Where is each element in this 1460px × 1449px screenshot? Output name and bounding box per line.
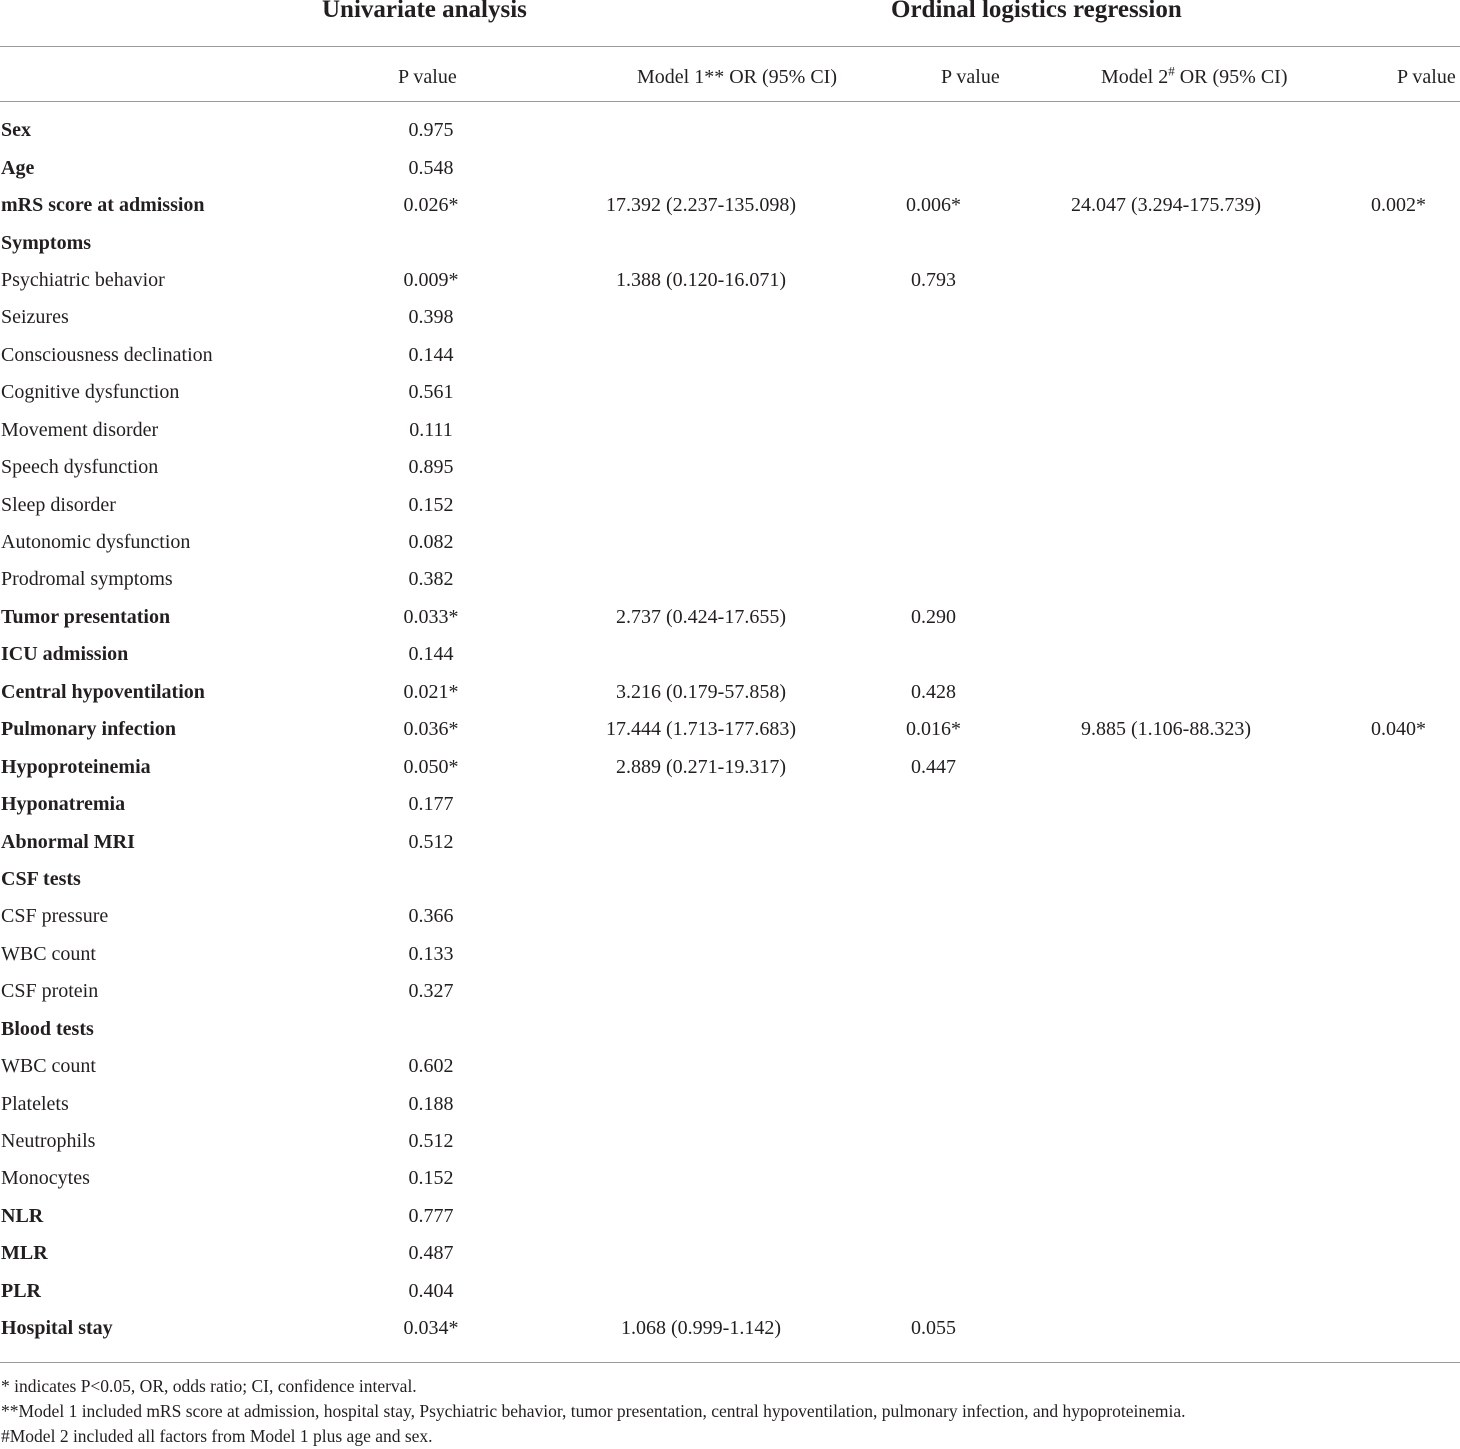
colhead-p-univariate: P value (398, 66, 457, 88)
cell-model1-p (871, 262, 996, 299)
cell-model1-or (531, 149, 871, 186)
cell-p-univariate-value: 0.188 (408, 1092, 454, 1115)
cell-model1-p (871, 1085, 996, 1122)
colhead-model2-p: P value (1397, 66, 1456, 88)
cell-p-univariate (331, 449, 531, 486)
cell-p-univariate (331, 561, 531, 598)
cell-p-univariate (331, 112, 531, 149)
colhead-model1-p: P value (941, 66, 1000, 88)
cell-model1-p (871, 1011, 996, 1048)
cell-model2-p (1336, 786, 1460, 823)
cell-model2-or (996, 187, 1336, 224)
cell-model2-or (996, 112, 1336, 149)
cell-model1-or (531, 823, 871, 860)
table-row (0, 187, 1460, 224)
cell-p-univariate-value: 0.144 (408, 643, 454, 666)
cell-model2-p (1336, 486, 1460, 523)
row-label: Prodromal symptoms (1, 568, 173, 591)
table-row (0, 636, 1460, 673)
cell-model1-p (871, 1123, 996, 1160)
cell-model1-p (871, 674, 996, 711)
cell-model1-p (871, 187, 996, 224)
row-label: CSF protein (1, 980, 99, 1003)
table-row (0, 486, 1460, 523)
cell-model2-or (996, 449, 1336, 486)
cell-model2-or (996, 711, 1336, 748)
cell-model2-p (1336, 299, 1460, 336)
colhead-model1-or: Model 1** OR (95% CI) (637, 66, 837, 88)
cell-p-univariate (331, 636, 531, 673)
row-label: Autonomic dysfunction (1, 531, 191, 554)
cell-model1-p (871, 748, 996, 785)
cell-p-univariate-value: 0.036* (403, 718, 459, 741)
cell-model2-p (1336, 112, 1460, 149)
row-label: Symptoms (1, 231, 92, 254)
cell-p-univariate-value: 0.548 (408, 156, 454, 179)
cell-model2-or (996, 973, 1336, 1010)
cell-model1-or (531, 674, 871, 711)
cell-model1-or-value: 17.392 (2.237-135.098) (606, 194, 796, 217)
cell-model2-or (996, 786, 1336, 823)
cell-model1-or (531, 374, 871, 411)
footnote-significance: * indicates P<0.05, OR, odds ratio; CI, confidence interval. (1, 1376, 417, 1396)
cell-model2-or-value: 9.885 (1.106-88.323) (1081, 718, 1251, 741)
footnote-model2: #Model 2 included all factors from Model 1 plus age and sex. (1, 1426, 433, 1446)
cell-model2-or (996, 636, 1336, 673)
cell-model2-or (996, 898, 1336, 935)
group-header-univariate: Univariate analysis (322, 0, 527, 23)
cell-p-univariate-value: 0.050* (403, 755, 459, 778)
cell-model1-p (871, 636, 996, 673)
cell-model2-or (996, 1273, 1336, 1310)
cell-model1-p (871, 561, 996, 598)
cell-model1-or (531, 1235, 871, 1272)
row-label: Movement disorder (1, 418, 159, 441)
cell-p-univariate (331, 1273, 531, 1310)
cell-model2-p (1336, 1235, 1460, 1272)
cell-model1-or-value: 1.388 (0.120-16.071) (616, 268, 786, 291)
table-row (0, 861, 1460, 898)
cell-model2-p (1336, 823, 1460, 860)
cell-model1-or (531, 299, 871, 336)
cell-model2-or (996, 1048, 1336, 1085)
cell-model1-or (531, 973, 871, 1010)
cell-model2-or (996, 524, 1336, 561)
cell-model2-p (1336, 1160, 1460, 1197)
cell-p-univariate (331, 1310, 531, 1347)
table-row (0, 1048, 1460, 1085)
cell-model2-or (996, 1123, 1336, 1160)
row-label: ICU admission (1, 643, 129, 666)
table-row (0, 337, 1460, 374)
cell-model1-or (531, 486, 871, 523)
cell-p-univariate (331, 1160, 531, 1197)
cell-p-univariate (331, 898, 531, 935)
cell-model1-p (871, 711, 996, 748)
cell-model1-p (871, 936, 996, 973)
table-row (0, 973, 1460, 1010)
cell-model1-or (531, 1198, 871, 1235)
cell-model2-p (1336, 1198, 1460, 1235)
cell-p-univariate (331, 711, 531, 748)
cell-model2-or (996, 149, 1336, 186)
cell-p-univariate-value: 0.895 (408, 456, 454, 479)
cell-model1-p (871, 112, 996, 149)
cell-model2-or (996, 1310, 1336, 1347)
row-label: Age (1, 156, 35, 179)
cell-model2-p (1336, 1273, 1460, 1310)
row-label: mRS score at admission (1, 194, 205, 217)
cell-model1-p (871, 374, 996, 411)
row-label: Sex (1, 119, 31, 142)
cell-model2-or (996, 1160, 1336, 1197)
cell-p-univariate-value: 0.512 (408, 830, 454, 853)
row-label: NLR (1, 1204, 44, 1227)
cell-p-univariate (331, 412, 531, 449)
table-row (0, 1273, 1460, 1310)
table-row (0, 748, 1460, 785)
row-label: Blood tests (1, 1017, 94, 1040)
cell-model2-p (1336, 187, 1460, 224)
table-row (0, 898, 1460, 935)
cell-model1-or (531, 1160, 871, 1197)
cell-p-univariate-value: 0.777 (408, 1204, 454, 1227)
cell-model1-p (871, 449, 996, 486)
cell-model1-p (871, 823, 996, 860)
cell-model1-p (871, 1198, 996, 1235)
cell-model1-or (531, 1011, 871, 1048)
cell-p-univariate-value: 0.009* (403, 268, 459, 291)
cell-p-univariate (331, 486, 531, 523)
cell-model2-or-value: 24.047 (3.294-175.739) (1071, 194, 1261, 217)
cell-p-univariate-value: 0.975 (408, 119, 454, 142)
cell-model2-or (996, 299, 1336, 336)
cell-model2-p-value: 0.040* (1371, 718, 1426, 741)
cell-model2-or (996, 337, 1336, 374)
row-label: Central hypoventilation (1, 680, 205, 703)
cell-model1-p-value: 0.006* (906, 194, 961, 217)
row-label: Speech dysfunction (1, 456, 159, 479)
cell-p-univariate-value: 0.398 (408, 306, 454, 329)
cell-model1-p-value: 0.016* (906, 718, 961, 741)
cell-model1-p (871, 1048, 996, 1085)
cell-model1-p (871, 149, 996, 186)
row-label: CSF pressure (1, 905, 109, 928)
table-row (0, 823, 1460, 860)
cell-model1-or (531, 561, 871, 598)
cell-p-univariate (331, 187, 531, 224)
cell-model2-or (996, 561, 1336, 598)
cell-p-univariate-value: 0.602 (408, 1055, 454, 1078)
cell-model1-or (531, 786, 871, 823)
cell-p-univariate (331, 973, 531, 1010)
cell-p-univariate (331, 149, 531, 186)
footnotes (1, 1374, 1186, 1449)
cell-p-univariate-value: 0.152 (408, 493, 454, 516)
row-label: Psychiatric behavior (1, 268, 165, 291)
cell-model2-p (1336, 224, 1460, 261)
cell-model1-or-value: 3.216 (0.179-57.858) (616, 680, 786, 703)
table-row (0, 449, 1460, 486)
cell-model1-p-value: 0.055 (911, 1317, 956, 1340)
rule-header (0, 101, 1460, 102)
cell-p-univariate (331, 674, 531, 711)
table-row (0, 1198, 1460, 1235)
cell-model1-or-value: 2.889 (0.271-19.317) (616, 755, 786, 778)
cell-model2-or (996, 823, 1336, 860)
cell-model1-or-value: 2.737 (0.424-17.655) (616, 605, 786, 628)
cell-model2-or (996, 599, 1336, 636)
cell-model2-p (1336, 449, 1460, 486)
cell-model1-p (871, 1235, 996, 1272)
cell-p-univariate-value: 0.487 (408, 1242, 454, 1265)
table-row (0, 149, 1460, 186)
cell-p-univariate (331, 599, 531, 636)
row-label: Consciousness declination (1, 343, 213, 366)
table-row (0, 1160, 1460, 1197)
cell-model1-or (531, 412, 871, 449)
cell-model1-p (871, 861, 996, 898)
cell-model1-or (531, 636, 871, 673)
cell-model2-or (996, 374, 1336, 411)
cell-p-univariate (331, 748, 531, 785)
rule-bottom (0, 1362, 1460, 1363)
cell-p-univariate (331, 262, 531, 299)
row-label: Seizures (1, 306, 69, 329)
row-label: WBC count (1, 1055, 96, 1078)
cell-model1-p-value: 0.428 (911, 680, 956, 703)
cell-p-univariate-value: 0.133 (408, 942, 454, 965)
cell-p-univariate-value: 0.382 (408, 568, 454, 591)
cell-p-univariate (331, 299, 531, 336)
cell-model1-or (531, 337, 871, 374)
cell-model1-p (871, 1273, 996, 1310)
colhead-model2-or-suffix: OR (95% CI) (1174, 66, 1288, 88)
cell-p-univariate (331, 1048, 531, 1085)
results-table-body (0, 112, 1460, 1347)
cell-model1-p (871, 337, 996, 374)
cell-model2-or (996, 1235, 1336, 1272)
footnote-model1: **Model 1 included mRS score at admission, hospital stay, Psychiatric behavior, tumor presentation, central hypoventilation, pulmonary infection, and hypoproteinemia. (1, 1401, 1186, 1421)
group-header-ordinal-regression: Ordinal logistics regression (891, 0, 1182, 23)
row-label: Pulmonary infection (1, 718, 176, 741)
cell-model2-p (1336, 973, 1460, 1010)
cell-model2-p (1336, 524, 1460, 561)
cell-model2-p (1336, 337, 1460, 374)
cell-p-univariate-value: 0.033* (403, 605, 459, 628)
row-label: Hyponatremia (1, 793, 126, 816)
table-row (0, 524, 1460, 561)
cell-model1-or (531, 861, 871, 898)
cell-model2-or (996, 1085, 1336, 1122)
cell-p-univariate-value: 0.404 (408, 1279, 454, 1302)
cell-model1-or (531, 1123, 871, 1160)
table-row (0, 561, 1460, 598)
table-row (0, 112, 1460, 149)
table-row (0, 224, 1460, 261)
cell-model1-or (531, 224, 871, 261)
table-row (0, 262, 1460, 299)
cell-p-univariate (331, 524, 531, 561)
cell-model2-p (1336, 861, 1460, 898)
cell-model2-or (996, 486, 1336, 523)
table-row (0, 599, 1460, 636)
cell-model2-p (1336, 636, 1460, 673)
table-row (0, 374, 1460, 411)
cell-model2-p (1336, 711, 1460, 748)
row-label: Platelets (1, 1092, 69, 1115)
cell-model2-p (1336, 1310, 1460, 1347)
cell-model2-p (1336, 149, 1460, 186)
row-label: Sleep disorder (1, 493, 116, 516)
cell-model2-p (1336, 936, 1460, 973)
cell-p-univariate-value: 0.034* (403, 1317, 459, 1340)
table-row (0, 1123, 1460, 1160)
results-table (0, 112, 1460, 1347)
cell-model2-p (1336, 412, 1460, 449)
cell-model1-or (531, 1048, 871, 1085)
cell-model2-or (996, 1011, 1336, 1048)
cell-p-univariate-value: 0.026* (403, 194, 459, 217)
cell-model1-or (531, 599, 871, 636)
cell-model1-p (871, 599, 996, 636)
cell-model1-or (531, 524, 871, 561)
cell-model2-or (996, 674, 1336, 711)
cell-model1-or (531, 936, 871, 973)
cell-p-univariate (331, 861, 531, 898)
cell-p-univariate (331, 1085, 531, 1122)
cell-model2-p (1336, 561, 1460, 598)
cell-model2-p (1336, 1011, 1460, 1048)
cell-model1-or (531, 1273, 871, 1310)
rule-top (0, 46, 1460, 47)
cell-model2-or (996, 1198, 1336, 1235)
cell-model1-p (871, 1160, 996, 1197)
cell-model1-p (871, 299, 996, 336)
cell-model1-or (531, 898, 871, 935)
colhead-model2-or-sup: # (1168, 63, 1175, 79)
cell-p-univariate-value: 0.327 (408, 980, 454, 1003)
cell-p-univariate-value: 0.152 (408, 1167, 454, 1190)
cell-model2-p (1336, 674, 1460, 711)
cell-model1-p (871, 486, 996, 523)
row-label: Hospital stay (1, 1317, 113, 1340)
cell-model1-or-value: 1.068 (0.999-1.142) (621, 1317, 781, 1340)
cell-model2-p-value: 0.002* (1371, 194, 1426, 217)
cell-model2-p (1336, 1123, 1460, 1160)
cell-model1-p (871, 1310, 996, 1347)
cell-model2-p (1336, 748, 1460, 785)
cell-model2-p (1336, 374, 1460, 411)
cell-model1-p (871, 786, 996, 823)
cell-model2-or (996, 861, 1336, 898)
row-label: MLR (1, 1242, 48, 1265)
cell-p-univariate-value: 0.082 (408, 531, 454, 554)
cell-p-univariate-value: 0.177 (408, 793, 454, 816)
cell-p-univariate-value: 0.111 (409, 418, 453, 441)
row-label: Hypoproteinemia (1, 755, 151, 778)
cell-model2-or (996, 262, 1336, 299)
cell-p-univariate-value: 0.366 (408, 905, 454, 928)
cell-model2-p (1336, 898, 1460, 935)
cell-model1-or (531, 1085, 871, 1122)
cell-p-univariate (331, 786, 531, 823)
cell-p-univariate (331, 1235, 531, 1272)
cell-model2-p (1336, 262, 1460, 299)
cell-p-univariate (331, 1123, 531, 1160)
table-row (0, 1235, 1460, 1272)
cell-p-univariate (331, 224, 531, 261)
cell-p-univariate (331, 936, 531, 973)
cell-p-univariate-value: 0.144 (408, 343, 454, 366)
cell-model1-p (871, 898, 996, 935)
cell-model1-or (531, 449, 871, 486)
row-label: CSF tests (1, 867, 81, 890)
table-row (0, 786, 1460, 823)
cell-model1-p-value: 0.447 (911, 755, 956, 778)
colhead-model2-or (1101, 63, 1288, 89)
cell-p-univariate-value: 0.512 (408, 1130, 454, 1153)
colhead-model2-or-prefix: Model 2 (1101, 66, 1169, 88)
table-row (0, 412, 1460, 449)
row-label: Tumor presentation (1, 605, 171, 628)
cell-model1-p (871, 973, 996, 1010)
cell-model1-p (871, 412, 996, 449)
cell-model1-or (531, 1310, 871, 1347)
cell-model2-or (996, 748, 1336, 785)
row-label: Monocytes (1, 1167, 90, 1190)
cell-model2-or (996, 224, 1336, 261)
cell-model1-p (871, 224, 996, 261)
table-row (0, 711, 1460, 748)
cell-model1-p (871, 524, 996, 561)
cell-p-univariate (331, 337, 531, 374)
cell-model2-p (1336, 599, 1460, 636)
row-label: Abnormal MRI (1, 830, 135, 853)
cell-model1-p-value: 0.793 (911, 268, 956, 291)
cell-model1-p-value: 0.290 (911, 605, 956, 628)
cell-p-univariate (331, 823, 531, 860)
cell-model2-or (996, 936, 1336, 973)
cell-model1-or (531, 262, 871, 299)
row-label: WBC count (1, 942, 96, 965)
table-row (0, 1310, 1460, 1347)
cell-p-univariate (331, 1011, 531, 1048)
table-row (0, 1011, 1460, 1048)
cell-model1-or (531, 112, 871, 149)
cell-model1-or (531, 748, 871, 785)
table-row (0, 936, 1460, 973)
cell-model1-or-value: 17.444 (1.713-177.683) (606, 718, 796, 741)
cell-model2-or (996, 412, 1336, 449)
table-row (0, 674, 1460, 711)
cell-p-univariate-value: 0.021* (403, 680, 459, 703)
cell-p-univariate-value: 0.561 (408, 381, 454, 404)
cell-p-univariate (331, 1198, 531, 1235)
cell-model2-p (1336, 1048, 1460, 1085)
row-label: Neutrophils (1, 1130, 96, 1153)
cell-p-univariate (331, 374, 531, 411)
cell-model1-or (531, 187, 871, 224)
cell-model1-or (531, 711, 871, 748)
row-label: Cognitive dysfunction (1, 381, 180, 404)
row-label: PLR (1, 1279, 41, 1302)
table-row (0, 1085, 1460, 1122)
cell-model2-p (1336, 1085, 1460, 1122)
table-row (0, 299, 1460, 336)
